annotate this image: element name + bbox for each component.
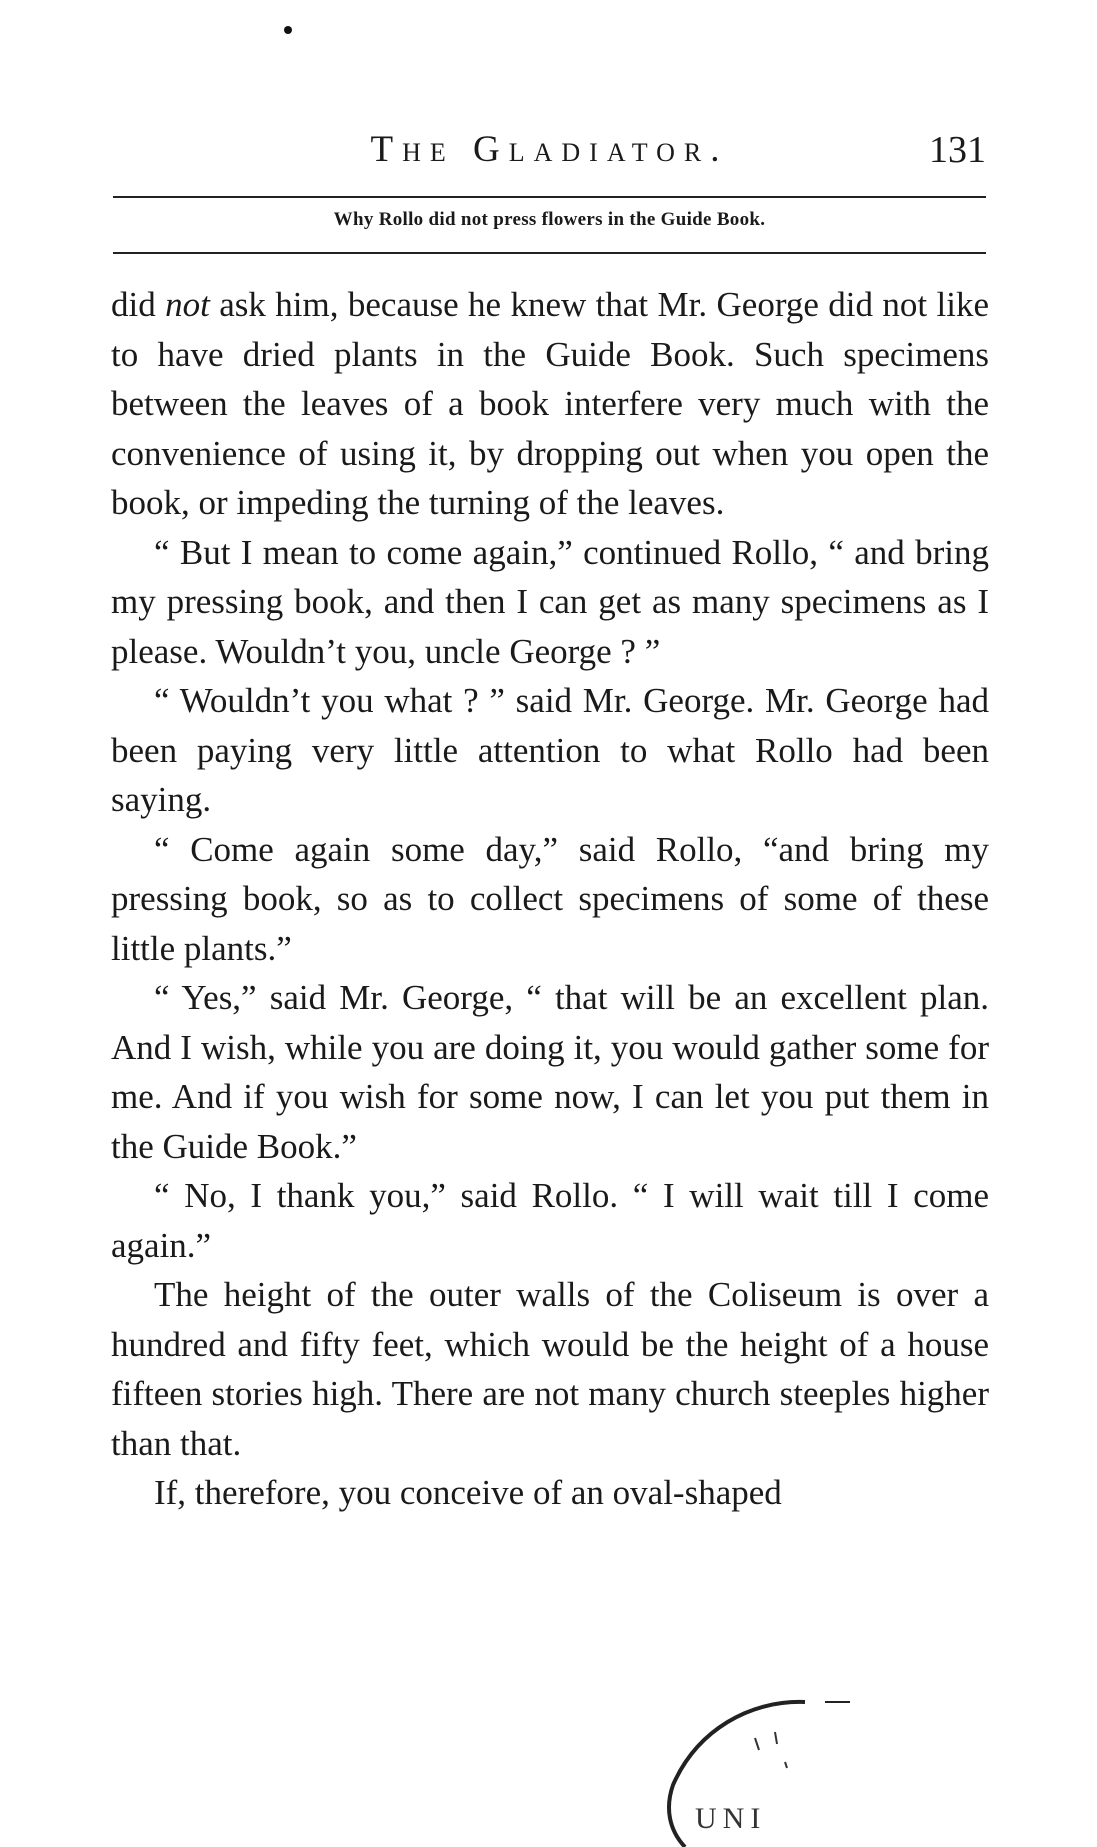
page-number: 131 <box>929 129 986 171</box>
page-header <box>113 128 986 176</box>
paragraph-7: The height of the outer walls of the Coliseum is over a hundred and fifty feet, which would be the height of a house fifteen stories high. There are not many church steeples higher than that. <box>111 1275 989 1463</box>
header-rule-top <box>113 196 986 198</box>
paragraph-1 <box>111 280 989 528</box>
paragraph-1-start: did <box>111 285 166 324</box>
emphasis-not: not <box>165 285 210 324</box>
paragraph-2: “ But I mean to come again,” continued Rollo, “ and bring my pressing book, and then I can get as many specimens as I please. Wouldn’t you, uncle George ? ” <box>111 532 989 671</box>
stamp-fragments <box>755 1732 787 1768</box>
paragraph-6: “ No, I thank you,” said Rollo. “ I will wait till I come again.” <box>111 1176 989 1265</box>
paragraph-5: “ Yes,” said Mr. George, “ that will be an excellent plan. And I wish, while you are doing it, you would gather some for me. And if you wish for some now, I can let you put them in the Guide Book.” <box>111 978 989 1166</box>
running-title: The Gladiator. <box>370 129 729 170</box>
library-stamp-mark <box>655 1690 855 1847</box>
stamp-text: UNI <box>695 1802 767 1835</box>
paragraph-4: “ Come again some day,” said Rollo, “and bring my pressing book, so as to collect specimens of some of these little plants.” <box>111 829 989 968</box>
paragraph-1-rest: ask him, because he knew that Mr. George did not like to have dried plants in the Guide Book. Such specimens between the leaves of a book interfere very much with the convenience of using it, by dropping out when you open the book, or impeding the turning of the leaves. <box>111 285 989 522</box>
body-text <box>111 280 989 1518</box>
ink-dot-mark <box>284 26 292 34</box>
section-subheading: Why Rollo did not press flowers in the Guide Book. <box>333 209 766 230</box>
paragraph-3: “ Wouldn’t you what ? ” said Mr. George. Mr. George had been paying very little attention to what Rollo had been saying. <box>111 681 989 819</box>
paragraph-8: If, therefore, you conceive of an oval-shaped <box>154 1473 782 1512</box>
header-rule-bottom <box>113 252 986 254</box>
